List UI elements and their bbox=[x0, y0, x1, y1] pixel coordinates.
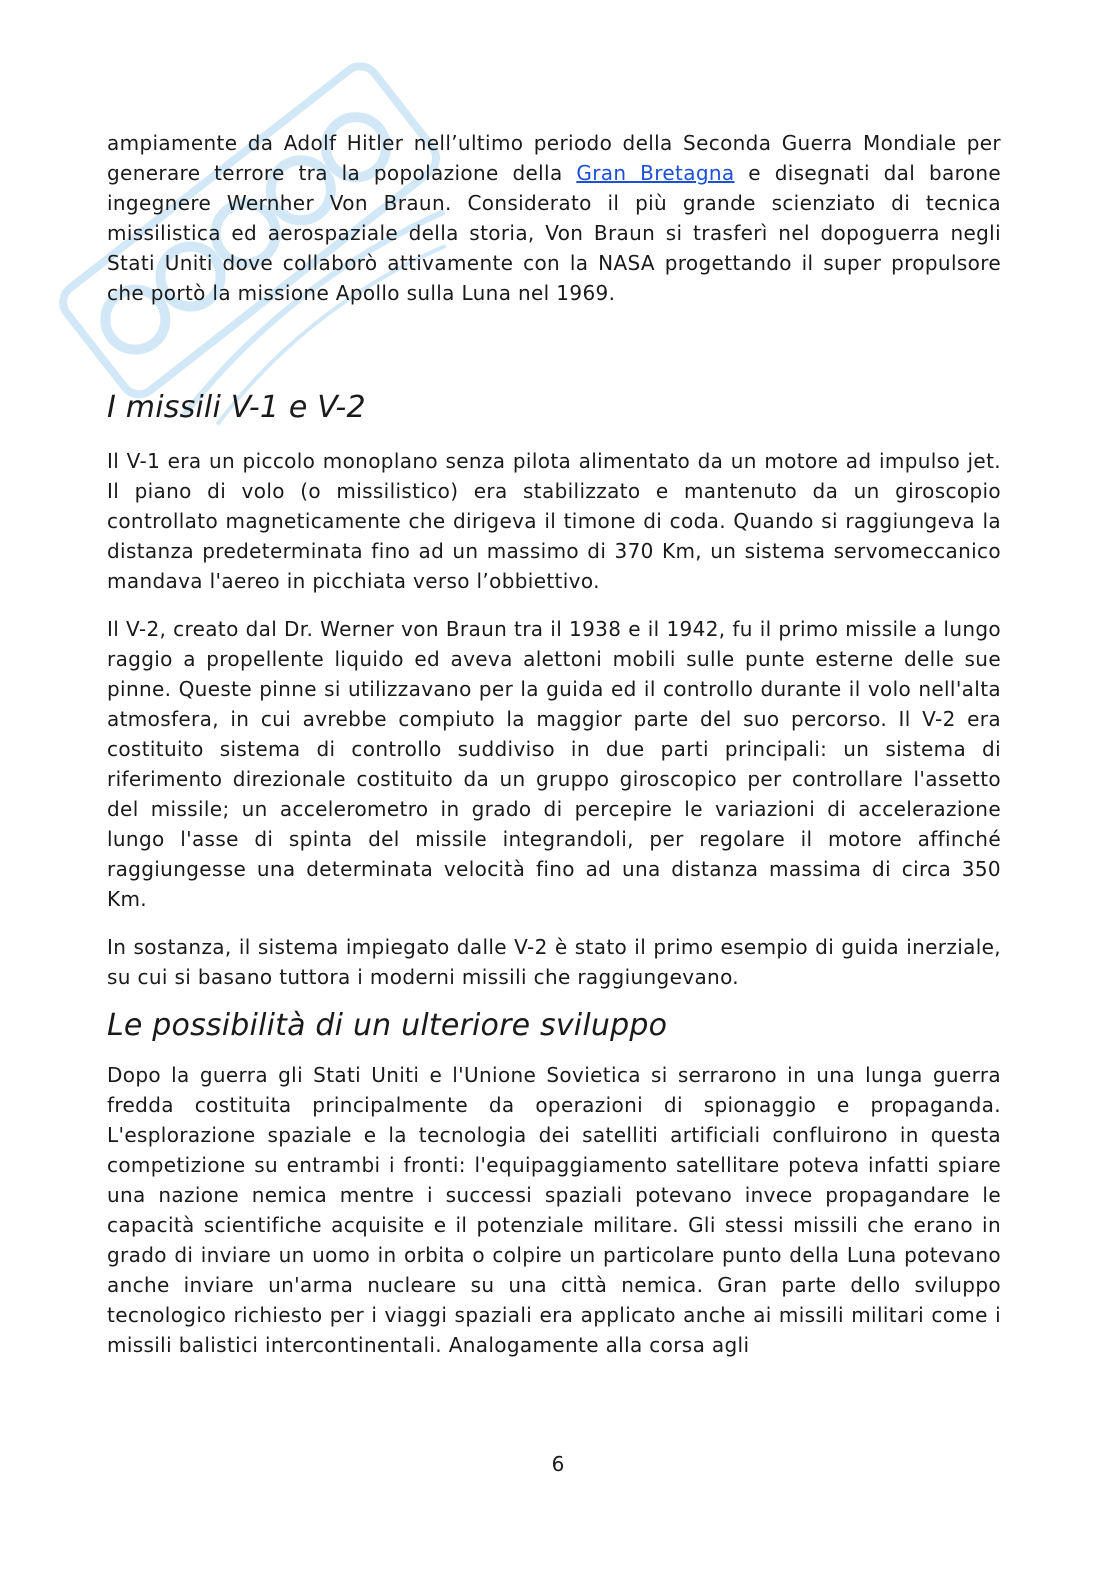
page-number: 6 bbox=[551, 1452, 565, 1476]
heading-missili-v1-v2: I missili V-1 e V-2 bbox=[107, 390, 366, 425]
paragraph-guerra-fredda: Dopo la guerra gli Stati Uniti e l'Unione Sovietica si serrarono in una lunga guerra fredda costituita principalmente da operazioni di spionaggio e propaganda. L'esplorazione spaziale e la tecnologia dei satelliti artificiali confluirono in questa competizione su entrambi i fronti: l'equipaggiamento satellitare poteva infatti spiare una nazione nemica mentre i successi spaziali potevano invece propagandare le capacità scientifiche acquisite e il potenziale militare. Gli stessi missili che erano in grado di inviare un uomo in orbita o colpire un particolare punto della Luna potevano anche inviare un'arma nucleare su una città nemica. Gran parte dello sviluppo tecnologico richiesto per i viaggi spaziali era applicato anche ai missili militari come i missili balistici intercontinentali. Analogamente alla corsa agli bbox=[107, 1063, 1001, 1357]
gran-bretagna-link[interactable]: Gran Bretagna bbox=[576, 161, 735, 185]
paragraph-guida-inerziale: In sostanza, il sistema impiegato dalle V-2 è stato il primo esempio di guida inerziale, su cui si basano tuttora i moderni missili che raggiungevano. bbox=[107, 935, 1001, 989]
heading-ulteriore-sviluppo: Le possibilità di un ulteriore sviluppo bbox=[107, 1008, 668, 1043]
paragraph-v2: Il V-2, creato dal Dr. Werner von Braun tra il 1938 e il 1942, fu il primo missile a lungo raggio a propellente liquido ed aveva alettoni mobili sulle punte esterne delle sue pinne. Queste pinne si utilizzavano per la guida ed il controllo durante il volo nell'alta atmosfera, in cui avrebbe compiuto la maggior parte del suo percorso. Il V-2 era costituito sistema di controllo suddiviso in due parti principali: un sistema di riferimento direzionale costituito da un gruppo giroscopico per controllare l'assetto del missile; un accelerometro in grado di percepire le variazioni di accelerazione lungo l'asse di spinta del missile integrandoli, per regolare il motore affinché raggiungesse una determinata velocità fino ad una distanza massima di circa 350 Km. bbox=[107, 617, 1001, 911]
document-body bbox=[107, 128, 1001, 1360]
paragraph-v1: Il V-1 era un piccolo monoplano senza pilota alimentato da un motore ad impulso jet. Il piano di volo (o missilistico) era stabilizzato e mantenuto da un giroscopio controllato magneticamente che dirigeva il timone di coda. Quando si raggiungeva la distanza predeterminata fino ad un massimo di 370 Km, un sistema servomeccanico mandava l'aereo in picchiata verso l’obbiettivo. bbox=[107, 449, 1001, 593]
intro-paragraph: ampiamente da Adolf Hitler nell’ultimo periodo della Seconda Guerra Mondiale per generare terrore tra la popolazione della Gran Bretagna e disegnati dal barone ingegnere Wernher Von Braun. Considerato il più grande scienziato di tecnica missilistica ed aerospaziale della storia, Von Braun si trasferì nel dopoguerra negli Stati Uniti dove collaborò attivamente con la NASA progettando il super propulsore che portò la missione Apollo sulla Luna nel 1969. bbox=[107, 131, 1001, 305]
